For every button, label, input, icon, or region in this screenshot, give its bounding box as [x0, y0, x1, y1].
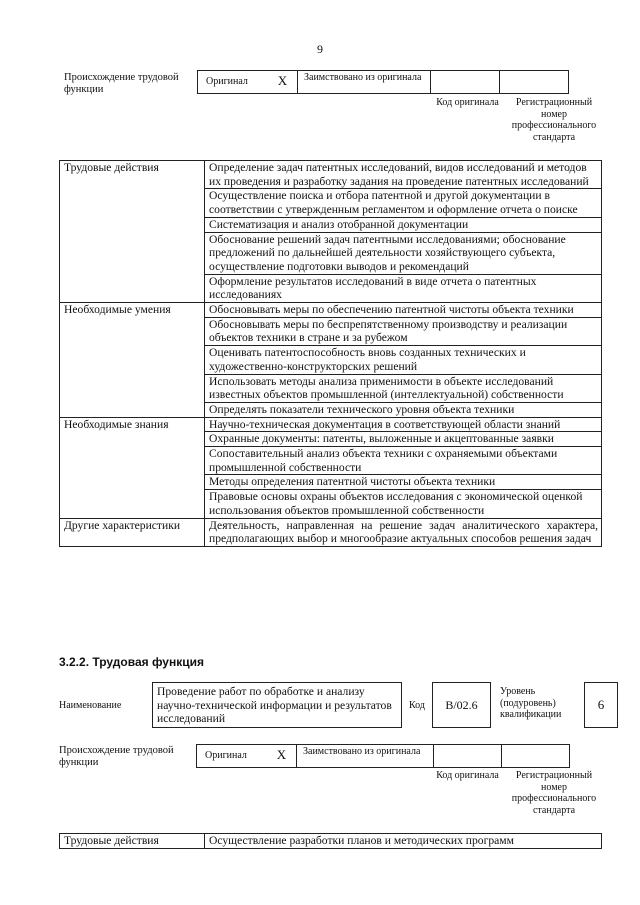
row-item: Научно-техническая документация в соответствующей области знаний — [205, 417, 602, 432]
function-code-value: B/02.6 — [432, 682, 491, 728]
table-row — [60, 518, 602, 546]
row-category: Необходимые знания — [60, 417, 205, 518]
table-row — [60, 834, 602, 849]
row-category: Другие характеристики — [60, 518, 205, 546]
row-item: Осуществление поиска и отбора патентной и другой документации в соответствии с утвержденным регламентом и оформление отчета о поиске — [205, 189, 602, 217]
row-category: Трудовые действия — [60, 834, 205, 849]
row-item: Охранные документы: патенты, выложенные и акцептованные заявки — [205, 432, 602, 447]
registration-caption-2: Регистрационный номер профессионального стандарта — [511, 770, 597, 816]
level-value: 6 — [584, 682, 618, 728]
row-item: Деятельность, направленная на решение задач аналитического характера, предполагающих выбор и многообразие актуальных способов решения задач — [205, 518, 602, 546]
table-row — [60, 303, 602, 318]
code-original-caption: Код оригинала — [436, 97, 499, 108]
labor-function-table — [59, 160, 602, 547]
row-item: Определять показатели технического уровня объекта техники — [205, 402, 602, 417]
original-mark: X — [268, 71, 298, 93]
borrowed-label-2: Заимствовано из оригинала — [297, 745, 434, 767]
row-item: Систематизация и анализ отобранной документации — [205, 217, 602, 232]
original-mark-2: X — [267, 745, 297, 767]
row-item: Обосновывать меры по обеспечению патентной чистоты объекта техники — [205, 303, 602, 318]
row-item: Использовать методы анализа применимости в объекте исследований известных объектов промышленной (интеллектуальной) собственности — [205, 374, 602, 402]
origin-row — [197, 70, 569, 94]
original-label: Оригинал — [206, 76, 248, 87]
labor-function-table-2 — [59, 833, 602, 849]
function-name-value: Проведение работ по обработке и анализу научно-технической информации и результатов исследований — [152, 682, 402, 728]
page-number: 9 — [317, 42, 323, 56]
row-item: Оформление результатов исследований в виде отчета о патентных исследованиях — [205, 274, 602, 302]
original-code-cell — [431, 71, 500, 93]
row-item: Методы определения патентной чистоты объекта техники — [205, 475, 602, 490]
row-category: Необходимые умения — [60, 303, 205, 418]
row-item: Сопоставительный анализ объекта техники с охраняемыми объектами промышленной собственности — [205, 447, 602, 475]
row-item: Обоснование решений задач патентными исследованиями; обоснование предложений по дальнейшей деятельности хозяйствующего субъекта, осуществление подготовки выводов и рекомендаций — [205, 232, 602, 274]
row-item: Правовые основы охраны объектов исследования с экономической оценкой использования объектов промышленной собственности — [205, 490, 602, 518]
row-category: Трудовые действия — [60, 161, 205, 303]
row-item: Оценивать патентоспособность вновь созданных технических и художественно-конструкторских решений — [205, 346, 602, 374]
registration-caption: Регистрационный номер профессионального стандарта — [511, 97, 597, 143]
code-original-caption-2: Код оригинала — [436, 770, 499, 781]
origin-label: Происхождение трудовой функции — [64, 72, 179, 95]
registration-number-cell — [500, 71, 568, 93]
original-label-2: Оригинал — [205, 750, 247, 761]
registration-number-cell-2 — [502, 745, 569, 767]
section-title: 3.2.2. Трудовая функция — [59, 655, 204, 669]
row-item: Определение задач патентных исследований, видов исследований и методов их проведения и разработку задания на проведение патентных исследований — [205, 161, 602, 189]
table-row — [60, 417, 602, 432]
code-label: Код — [409, 700, 425, 711]
row-item: Осуществление разработки планов и методических программ — [205, 834, 602, 849]
origin-label-2: Происхождение трудовой функции — [59, 745, 174, 768]
name-label: Наименование — [59, 700, 122, 711]
origin-row-2 — [196, 744, 570, 768]
borrowed-label: Заимствовано из оригинала — [298, 71, 431, 93]
row-item: Обосновывать меры по беспрепятственному производству и реализации объектов техники в стране и за рубежом — [205, 317, 602, 345]
table-row — [60, 161, 602, 189]
level-label: Уровень (подуровень) квалификации — [500, 686, 562, 720]
original-code-cell-2 — [434, 745, 502, 767]
